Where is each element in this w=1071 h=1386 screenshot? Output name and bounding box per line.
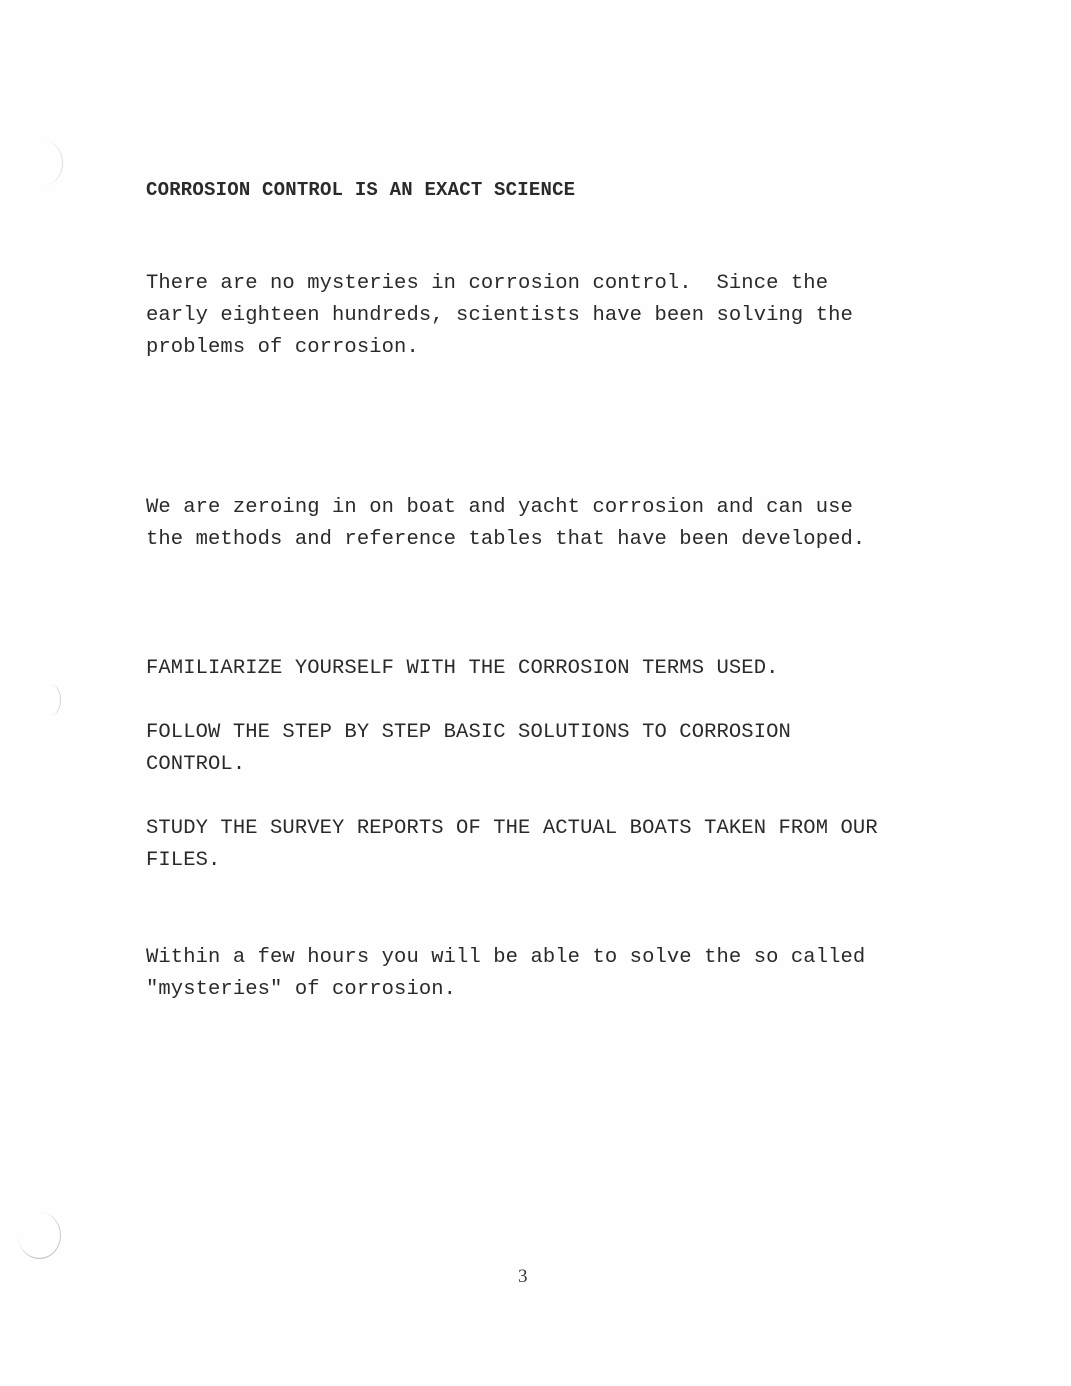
- paragraph-line: the methods and reference tables that have been developed.: [146, 528, 866, 551]
- paragraph-line: early eighteen hundreds, scientists have been solving the: [146, 304, 853, 327]
- document-heading: CORROSION CONTROL IS AN EXACT SCIENCE: [146, 179, 576, 201]
- closing-line: "mysteries" of corrosion.: [146, 978, 457, 1001]
- punch-hole-mark: [40, 684, 61, 716]
- instruction-line: FOLLOW THE STEP BY STEP BASIC SOLUTIONS TO CORROSION: [146, 721, 791, 744]
- instruction-line: FILES.: [146, 849, 221, 872]
- instruction-line: CONTROL.: [146, 753, 246, 776]
- paragraph-line: problems of corrosion.: [146, 336, 419, 359]
- instruction-line: STUDY THE SURVEY REPORTS OF THE ACTUAL BOATS TAKEN FROM OUR: [146, 817, 878, 840]
- paragraph-line: We are zeroing in on boat and yacht corrosion and can use: [146, 496, 853, 519]
- closing-line: Within a few hours you will be able to solve the so called: [146, 946, 866, 969]
- page-number: 3: [518, 1266, 528, 1287]
- punch-hole-mark: [18, 1212, 61, 1259]
- paragraph-line: There are no mysteries in corrosion control. Since the: [146, 272, 829, 295]
- instruction-line: FAMILIARIZE YOURSELF WITH THE CORROSION TERMS USED.: [146, 657, 779, 680]
- punch-hole-mark: [22, 140, 63, 186]
